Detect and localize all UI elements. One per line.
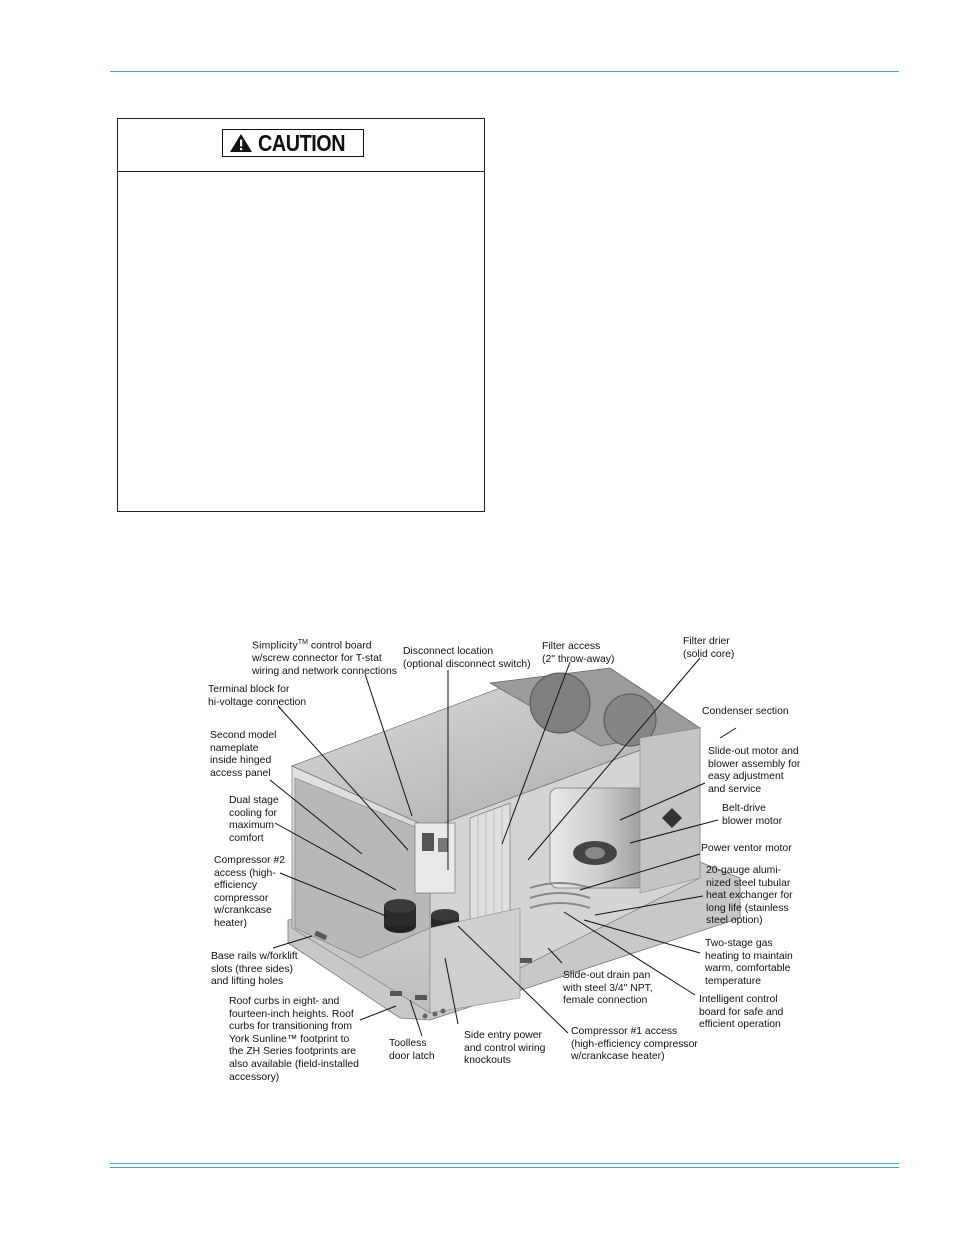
- label-heat-exchanger: 20-gauge alumi- nized steel tubular heat exchanger for long life (stainless steel option): [706, 865, 793, 927]
- warning-triangle-icon: [229, 133, 253, 153]
- label-simplicity-control-board: Simplicity™ control board w/screw connector for T-stat wiring and network connections: [252, 639, 397, 677]
- label-base-rails: Base rails w/forklift slots (three sides) and lifting holes: [211, 951, 298, 988]
- label-belt-drive-motor: Belt-drive blower motor: [722, 803, 783, 827]
- footer-rule-upper: [110, 1163, 899, 1164]
- caution-header: [118, 119, 484, 172]
- label-disconnect-location: Disconnect location (optional disconnect switch): [403, 646, 531, 670]
- caution-badge: [222, 129, 364, 157]
- label-terminal-block: Terminal block for hi-voltage connection: [208, 684, 307, 708]
- label-two-stage-gas: Two-stage gas heating to maintain warm, comfortable temperature: [705, 938, 793, 987]
- label-toolless-door-latch: Toolless door latch: [389, 1038, 435, 1062]
- label-filter-access: Filter access (2" throw-away): [542, 641, 615, 665]
- caution-box: [117, 118, 485, 512]
- label-filter-drier: Filter drier (solid core): [683, 636, 735, 660]
- label-drain-pan: Slide-out drain pan with steel 3/4" NPT, female connection: [563, 970, 653, 1007]
- label-side-entry-knockouts: Side entry power and control wiring knockouts: [464, 1030, 546, 1067]
- unit-cutaway-figure: [200, 628, 810, 1098]
- label-intelligent-control-board: Intelligent control board for safe and efficient operation: [699, 994, 784, 1031]
- caution-label: CAUTION: [258, 129, 346, 156]
- label-slide-out-motor: Slide-out motor and blower assembly for easy adjustment and service: [708, 746, 801, 795]
- label-roof-curbs: Roof curbs in eight- and fourteen-inch heights. Roof curbs for transitioning from York Sunline™ footprint to the ZH Series footprints are also available (field-installed accessory): [229, 996, 359, 1083]
- label-dual-stage-cooling: Dual stage cooling for maximum comfort: [229, 795, 279, 844]
- header-rule: [110, 71, 899, 72]
- label-compressor-1-access: Compressor #1 access (high-efficiency compressor w/crankcase heater): [571, 1026, 698, 1063]
- label-condenser-section: Condenser section: [702, 706, 789, 717]
- label-power-ventor-motor: Power ventor motor: [701, 843, 792, 854]
- label-compressor-2-access: Compressor #2 access (high- efficiency compressor w/crankcase heater): [214, 855, 286, 929]
- label-second-nameplate: Second model nameplate inside hinged access panel: [210, 730, 277, 779]
- footer-rule-lower: [110, 1167, 899, 1168]
